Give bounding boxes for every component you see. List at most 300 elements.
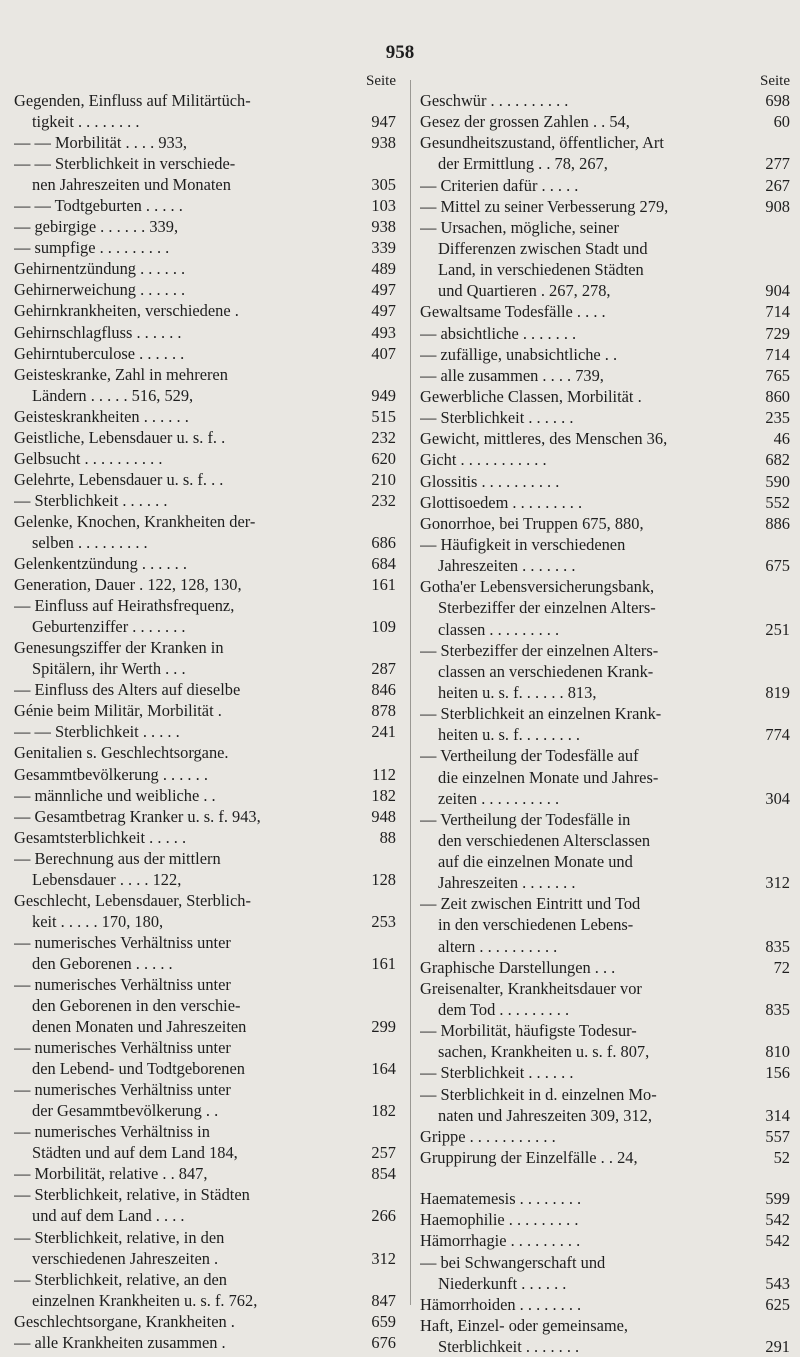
page-number: 958	[385, 42, 415, 63]
index-entry	[14, 469, 396, 490]
index-entry	[420, 640, 790, 661]
index-entry	[14, 806, 396, 827]
index-entry	[14, 932, 396, 953]
entry-text: Jahreszeiten . . . . . . .	[438, 556, 576, 576]
entry-text: denen Monaten und Jahreszeiten	[32, 1017, 247, 1037]
entry-text: — Sterblichkeit, relative, in Städten	[14, 1185, 250, 1205]
index-entry	[14, 300, 396, 321]
entry-page-number: 493	[371, 322, 396, 342]
entry-page-number: 949	[371, 385, 396, 405]
entry-text: classen . . . . . . . . .	[438, 619, 560, 639]
index-entry	[420, 724, 790, 745]
entry-page-number: 251	[765, 619, 790, 639]
index-entry	[420, 999, 790, 1020]
index-entry	[14, 279, 396, 300]
entry-page-number: 698	[765, 91, 790, 110]
entry-page-number: 886	[765, 513, 790, 533]
entry-text: Gehirntuberculose . . . . . .	[14, 343, 185, 363]
index-entry	[420, 1188, 790, 1209]
index-entry	[420, 1084, 790, 1105]
entry-page-number: 765	[765, 365, 790, 385]
index-entry	[420, 386, 790, 407]
index-entry	[420, 1252, 790, 1273]
entry-text: selben . . . . . . . . .	[32, 532, 148, 552]
entry-page-number: 947	[371, 112, 396, 132]
entry-page-number: 543	[765, 1273, 790, 1293]
index-entry	[420, 1336, 790, 1357]
entry-page-number: 948	[371, 806, 396, 826]
entry-page-number: 103	[371, 196, 396, 216]
index-entry	[420, 1147, 790, 1168]
entry-page-number: 291	[765, 1337, 790, 1357]
entry-page-number: 860	[765, 386, 790, 406]
entry-text: der Gesammtbevölkerung . .	[32, 1101, 219, 1121]
entry-text: — numerisches Verhältniss unter	[14, 1080, 231, 1100]
index-entry	[420, 851, 790, 872]
entry-page-number: 164	[371, 1059, 396, 1079]
index-entry	[14, 111, 396, 132]
entry-text: — Morbilität, relative . . 847,	[14, 1164, 208, 1184]
entry-text: dem Tod . . . . . . . . .	[438, 1000, 570, 1020]
index-entry	[420, 1105, 790, 1126]
index-entry	[420, 407, 790, 428]
index-entry	[14, 1184, 396, 1205]
entry-text: — Ursachen, mögliche, seiner	[420, 217, 619, 237]
entry-text: Lebensdauer . . . . 122,	[32, 869, 182, 889]
entry-text: Ländern . . . . . 516, 529,	[32, 385, 194, 405]
entry-page-number: 72	[773, 957, 790, 977]
entry-page-number: 128	[371, 869, 396, 889]
entry-text: — alle Krankheiten zusammen .	[14, 1332, 226, 1352]
entry-text: — — Morbilität . . . . 933,	[14, 133, 188, 153]
index-entry	[14, 785, 396, 806]
entry-text: Haemophilie . . . . . . . . .	[420, 1210, 579, 1230]
entry-text: Geschlecht, Lebensdauer, Sterblich-	[14, 890, 251, 910]
entry-text: Niederkunft . . . . . .	[438, 1273, 567, 1293]
index-entry	[14, 258, 396, 279]
index-entry	[14, 595, 396, 616]
index-entry	[420, 682, 790, 703]
entry-page-number: 210	[371, 469, 396, 489]
entry-page-number: 253	[371, 911, 396, 931]
entry-text: und Quartieren . 267, 278,	[438, 281, 611, 301]
entry-page-number: 312	[765, 873, 790, 893]
index-entry	[14, 764, 396, 785]
entry-text: naten und Jahreszeiten 309, 312,	[438, 1105, 652, 1125]
index-entry	[14, 1269, 396, 1290]
entry-text: Graphische Darstellungen . . .	[420, 957, 616, 977]
entry-text: Haft, Einzel- oder gemeinsame,	[420, 1316, 628, 1336]
entry-text: tigkeit . . . . . . . .	[32, 112, 140, 132]
index-entry	[420, 597, 790, 618]
entry-text: — Vertheilung der Todesfälle auf	[420, 746, 639, 766]
entry-text: auf die einzelnen Monate und	[438, 852, 633, 872]
index-entry	[420, 703, 790, 724]
index-entry	[14, 406, 396, 427]
entry-page-number: 819	[765, 682, 790, 702]
index-entry	[14, 511, 396, 532]
entry-text: Städten und auf dem Land 184,	[32, 1143, 238, 1163]
entry-text: — Sterblichkeit in d. einzelnen Mo-	[420, 1084, 657, 1104]
entry-text: Differenzen zwischen Stadt und	[438, 238, 648, 258]
entry-text: Gesamtsterblichkeit . . . . .	[14, 827, 187, 847]
entry-page-number: 339	[371, 238, 396, 258]
index-entry	[420, 555, 790, 576]
index-entry	[14, 1058, 396, 1079]
left-column-header: Seite	[366, 73, 396, 89]
index-entry	[14, 1227, 396, 1248]
index-entry	[420, 280, 790, 301]
entry-text: — Vertheilung der Todesfälle in	[420, 809, 631, 829]
entry-page-number: 854	[371, 1164, 396, 1184]
index-entry	[420, 534, 790, 555]
entry-text: — — Sterblichkeit in verschiede-	[14, 154, 236, 174]
index-entry	[14, 90, 396, 111]
entry-text: den verschiedenen Altersclassen	[438, 830, 651, 850]
index-entry	[14, 427, 396, 448]
entry-text: Gelenkentzündung . . . . . .	[14, 554, 187, 574]
entry-text: Generation, Dauer . 122, 128, 130,	[14, 575, 242, 595]
entry-text: Gewerbliche Classen, Morbilität .	[420, 386, 642, 406]
entry-page-number: 161	[371, 575, 396, 595]
entry-page-number: 908	[765, 196, 790, 216]
index-entry	[420, 745, 790, 766]
index-entry	[420, 323, 790, 344]
index-entry	[420, 872, 790, 893]
index-entry	[420, 914, 790, 935]
entry-text: Sterblichkeit . . . . . . .	[438, 1337, 580, 1357]
index-entry	[420, 175, 790, 196]
entry-page-number: 161	[371, 953, 396, 973]
entry-text: Gesez der grossen Zahlen . . 54,	[420, 112, 630, 132]
index-entry	[14, 448, 396, 469]
entry-page-number: 620	[371, 448, 396, 468]
index-entry	[420, 344, 790, 365]
entry-text: einzelnen Krankheiten u. s. f. 762,	[32, 1290, 258, 1310]
entry-text: — zufällige, unabsichtliche . .	[420, 344, 618, 364]
entry-text: Génie beim Militär, Morbilität .	[14, 701, 222, 721]
entry-page-number: 659	[371, 1311, 396, 1331]
index-entry	[420, 1294, 790, 1315]
index-entry	[420, 449, 790, 470]
right-column	[420, 72, 790, 1357]
entry-text: — Morbilität, häufigste Todesur-	[420, 1021, 637, 1041]
entry-text: Geisteskranke, Zahl in mehreren	[14, 364, 228, 384]
entry-page-number: 232	[371, 427, 396, 447]
index-entry	[14, 953, 396, 974]
entry-page-number: 60	[773, 112, 790, 132]
index-entry	[14, 490, 396, 511]
index-entry	[420, 111, 790, 132]
entry-page-number: 314	[765, 1105, 790, 1125]
index-entry	[420, 1020, 790, 1041]
entry-page-number: 241	[371, 722, 396, 742]
entry-text: Gehirnschlagfluss . . . . . .	[14, 322, 182, 342]
index-entry	[14, 132, 396, 153]
entry-page-number: 835	[765, 936, 790, 956]
entry-text: Grippe . . . . . . . . . . .	[420, 1126, 556, 1146]
index-entry	[420, 196, 790, 217]
entry-text: Gehirnerweichung . . . . . .	[14, 280, 186, 300]
entry-page-number: 542	[765, 1231, 790, 1251]
entry-page-number: 287	[371, 659, 396, 679]
index-entry	[420, 788, 790, 809]
entry-text: den Geborenen in den verschie-	[32, 996, 241, 1016]
entry-text: Genesungsziffer der Kranken in	[14, 638, 224, 658]
entry-text: zeiten . . . . . . . . . .	[438, 788, 560, 808]
index-entry	[14, 637, 396, 658]
index-entry	[14, 1248, 396, 1269]
entry-text: — alle zusammen . . . . 739,	[420, 365, 604, 385]
index-entry	[420, 619, 790, 640]
entry-text: Greisenalter, Krankheitsdauer vor	[420, 978, 642, 998]
index-entry	[420, 809, 790, 830]
entry-page-number: 675	[765, 556, 790, 576]
entry-page-number: 182	[371, 785, 396, 805]
entry-text: — absichtliche . . . . . . .	[420, 323, 577, 343]
entry-text: — numerisches Verhältniss unter	[14, 974, 231, 994]
index-entry	[420, 153, 790, 174]
index-entry	[14, 848, 396, 869]
entry-page-number: 515	[371, 406, 396, 426]
entry-page-number: 112	[372, 764, 396, 784]
index-entry	[420, 90, 790, 111]
index-entry	[14, 911, 396, 932]
entry-text: verschiedenen Jahreszeiten .	[32, 1248, 219, 1268]
index-entry	[14, 1142, 396, 1163]
index-entry	[14, 616, 396, 637]
entry-page-number: 489	[371, 259, 396, 279]
column-divider	[410, 80, 411, 1305]
index-entry	[420, 365, 790, 386]
index-entry	[420, 217, 790, 238]
entry-text: Genitalien s. Geschlechtsorgane.	[14, 743, 229, 763]
index-entry	[420, 1209, 790, 1230]
index-entry	[14, 721, 396, 742]
entry-page-number: 810	[765, 1042, 790, 1062]
entry-text: den Geborenen . . . . .	[32, 953, 173, 973]
index-entry	[14, 322, 396, 343]
entry-page-number: 497	[371, 280, 396, 300]
index-entry	[420, 513, 790, 534]
entry-text: — Einfluss des Alters auf dieselbe	[14, 680, 241, 700]
entry-text: Jahreszeiten . . . . . . .	[438, 873, 576, 893]
entry-page-number: 277	[765, 154, 790, 174]
entry-page-number: 847	[371, 1290, 396, 1310]
index-entry	[14, 237, 396, 258]
index-entry	[14, 1100, 396, 1121]
entry-page-number: 156	[765, 1063, 790, 1083]
entry-page-number: 407	[371, 343, 396, 363]
index-entry	[420, 492, 790, 513]
entry-text: Gehirnkrankheiten, verschiedene .	[14, 301, 239, 321]
index-entry	[420, 830, 790, 851]
index-entry	[14, 553, 396, 574]
entry-text: altern . . . . . . . . . .	[438, 936, 558, 956]
entry-page-number: 684	[371, 554, 396, 574]
entry-text: — Sterblichkeit . . . . . .	[420, 1063, 574, 1083]
entry-text: — Sterblichkeit . . . . . .	[14, 490, 168, 510]
index-entry	[420, 936, 790, 957]
entry-page-number: 46	[773, 429, 790, 449]
index-entry	[14, 385, 396, 406]
entry-page-number: 232	[371, 490, 396, 510]
index-entry	[14, 343, 396, 364]
index-entry	[14, 890, 396, 911]
entry-text: — gebirgige . . . . . . 339,	[14, 217, 179, 237]
entry-text: — Gesamtbetrag Kranker u. s. f. 943,	[14, 806, 261, 826]
entry-text: Land, in verschiedenen Städten	[438, 260, 644, 280]
entry-text: heiten u. s. f. . . . . . 813,	[438, 682, 597, 702]
entry-text: Geisteskrankheiten . . . . . .	[14, 406, 189, 426]
index-entry	[14, 1332, 396, 1353]
index-entry	[420, 1126, 790, 1147]
entry-page-number: 714	[765, 302, 790, 322]
index-entry	[14, 216, 396, 237]
index-entry	[14, 700, 396, 721]
entry-text: — männliche und weibliche . .	[14, 785, 216, 805]
entry-page-number: 686	[371, 532, 396, 552]
index-entry	[420, 132, 790, 153]
entry-text: Gewicht, mittleres, des Menschen 36,	[420, 429, 668, 449]
index-entry	[14, 195, 396, 216]
entry-page-number: 904	[765, 281, 790, 301]
entry-text: — Sterblichkeit, relative, an den	[14, 1269, 228, 1289]
entry-text: — Häufigkeit in verschiedenen	[420, 534, 626, 554]
index-entry	[420, 259, 790, 280]
entry-text: Gegenden, Einfluss auf Militärtüch-	[14, 91, 251, 110]
entry-text: der Ermittlung . . 78, 267,	[438, 154, 608, 174]
entry-text: Geschlechtsorgane, Krankheiten .	[14, 1311, 235, 1331]
entry-text: heiten u. s. f. . . . . . . .	[438, 725, 581, 745]
entry-page-number: 312	[371, 1248, 396, 1268]
index-entry	[14, 1311, 396, 1332]
index-entry	[14, 995, 396, 1016]
entry-text: — numerisches Verhältniss unter	[14, 932, 231, 952]
entry-text: Gelehrte, Lebensdauer u. s. f. . .	[14, 469, 224, 489]
entry-page-number: 590	[765, 471, 790, 491]
index-entry	[14, 1121, 396, 1142]
entry-page-number: 599	[765, 1189, 790, 1209]
entry-text: keit . . . . . 170, 180,	[32, 911, 164, 931]
entry-text: Gesammtbevölkerung . . . . . .	[14, 764, 208, 784]
index-entry	[14, 1163, 396, 1184]
entry-page-number: 182	[371, 1101, 396, 1121]
right-column-header: Seite	[760, 73, 790, 89]
entry-text: — — Todtgeburten . . . . .	[14, 196, 183, 216]
entry-text: nen Jahreszeiten und Monaten	[32, 175, 231, 195]
entry-page-number: 305	[371, 175, 396, 195]
entry-text: — Einfluss auf Heirathsfrequenz,	[14, 596, 235, 616]
index-entry	[420, 471, 790, 492]
entry-text: — sumpfige . . . . . . . . .	[14, 238, 170, 258]
entry-text: Gotha'er Lebensversicherungsbank,	[420, 577, 655, 597]
left-column	[14, 72, 396, 1353]
entry-page-number: 299	[371, 1017, 396, 1037]
entry-text: — numerisches Verhältniss in	[14, 1122, 210, 1142]
entry-text: die einzelnen Monate und Jahres-	[438, 767, 659, 787]
entry-text: — — Sterblichkeit . . . . .	[14, 722, 180, 742]
entry-page-number: 304	[765, 788, 790, 808]
entry-text: classen an verschiedenen Krank-	[438, 661, 654, 681]
index-entry	[14, 364, 396, 385]
index-entry	[420, 576, 790, 597]
index-entry	[420, 893, 790, 914]
entry-page-number: 878	[371, 701, 396, 721]
index-entry	[14, 174, 396, 195]
entry-page-number: 109	[371, 617, 396, 637]
entry-page-number: 846	[371, 680, 396, 700]
index-entry	[14, 869, 396, 890]
index-entry	[14, 974, 396, 995]
index-entry	[420, 428, 790, 449]
entry-text: — Zeit zwischen Eintritt und Tod	[420, 894, 641, 914]
entry-page-number: 266	[371, 1206, 396, 1226]
entry-text: Gelbsucht . . . . . . . . . .	[14, 448, 163, 468]
index-entry	[14, 153, 396, 174]
entry-text: Glottisoedem . . . . . . . . .	[420, 492, 583, 512]
entry-page-number: 676	[371, 1332, 396, 1352]
entry-text: Gonorrhoe, bei Truppen 675, 880,	[420, 513, 644, 533]
section-gap	[420, 1168, 790, 1188]
entry-text: Haematemesis . . . . . . . .	[420, 1189, 582, 1209]
index-entry	[420, 1273, 790, 1294]
entry-page-number: 938	[371, 217, 396, 237]
entry-page-number: 729	[765, 323, 790, 343]
index-entry	[14, 658, 396, 679]
index-entry	[420, 1315, 790, 1336]
index-entry	[14, 742, 396, 763]
entry-text: Gehirnentzündung . . . . . .	[14, 259, 186, 279]
entry-text: — numerisches Verhältniss unter	[14, 1038, 231, 1058]
entry-text: Gelenke, Knochen, Krankheiten der-	[14, 511, 256, 531]
index-entry	[420, 957, 790, 978]
index-entry	[14, 679, 396, 700]
entry-text: und auf dem Land . . . .	[32, 1206, 185, 1226]
entry-text: — Sterbeziffer der einzelnen Alters-	[420, 640, 659, 660]
entry-text: den Lebend- und Todtgeborenen	[32, 1059, 245, 1079]
entry-page-number: 542	[765, 1210, 790, 1230]
index-entry	[420, 301, 790, 322]
index-entry	[420, 1062, 790, 1083]
entry-text: Gesundheitszustand, öffentlicher, Art	[420, 133, 664, 153]
entry-text: Geistliche, Lebensdauer u. s. f. .	[14, 427, 226, 447]
index-entry	[420, 238, 790, 259]
entry-text: Sterbeziffer der einzelnen Alters-	[438, 598, 656, 618]
index-entry	[420, 767, 790, 788]
index-entry	[14, 1079, 396, 1100]
entry-text: Hämorrhagie . . . . . . . . .	[420, 1231, 581, 1251]
entry-text: in den verschiedenen Lebens-	[438, 915, 634, 935]
entry-page-number: 88	[379, 827, 396, 847]
entry-text: Glossitis . . . . . . . . . .	[420, 471, 560, 491]
entry-text: — Mittel zu seiner Verbesserung 279,	[420, 196, 669, 216]
entry-page-number: 714	[765, 344, 790, 364]
entry-text: — Criterien dafür . . . . .	[420, 175, 579, 195]
entry-text: Geburtenziffer . . . . . . .	[32, 617, 186, 637]
entry-text: Gicht . . . . . . . . . . .	[420, 450, 547, 470]
entry-page-number: 497	[371, 301, 396, 321]
entry-text: Hämorrhoiden . . . . . . . .	[420, 1294, 582, 1314]
entry-text: — Sterblichkeit an einzelnen Krank-	[420, 704, 662, 724]
entry-page-number: 557	[765, 1126, 790, 1146]
index-entry	[14, 532, 396, 553]
index-entry	[420, 661, 790, 682]
index-entry	[420, 978, 790, 999]
entry-page-number: 938	[371, 133, 396, 153]
index-entry	[14, 574, 396, 595]
entry-text: — Sterblichkeit, relative, in den	[14, 1227, 225, 1247]
